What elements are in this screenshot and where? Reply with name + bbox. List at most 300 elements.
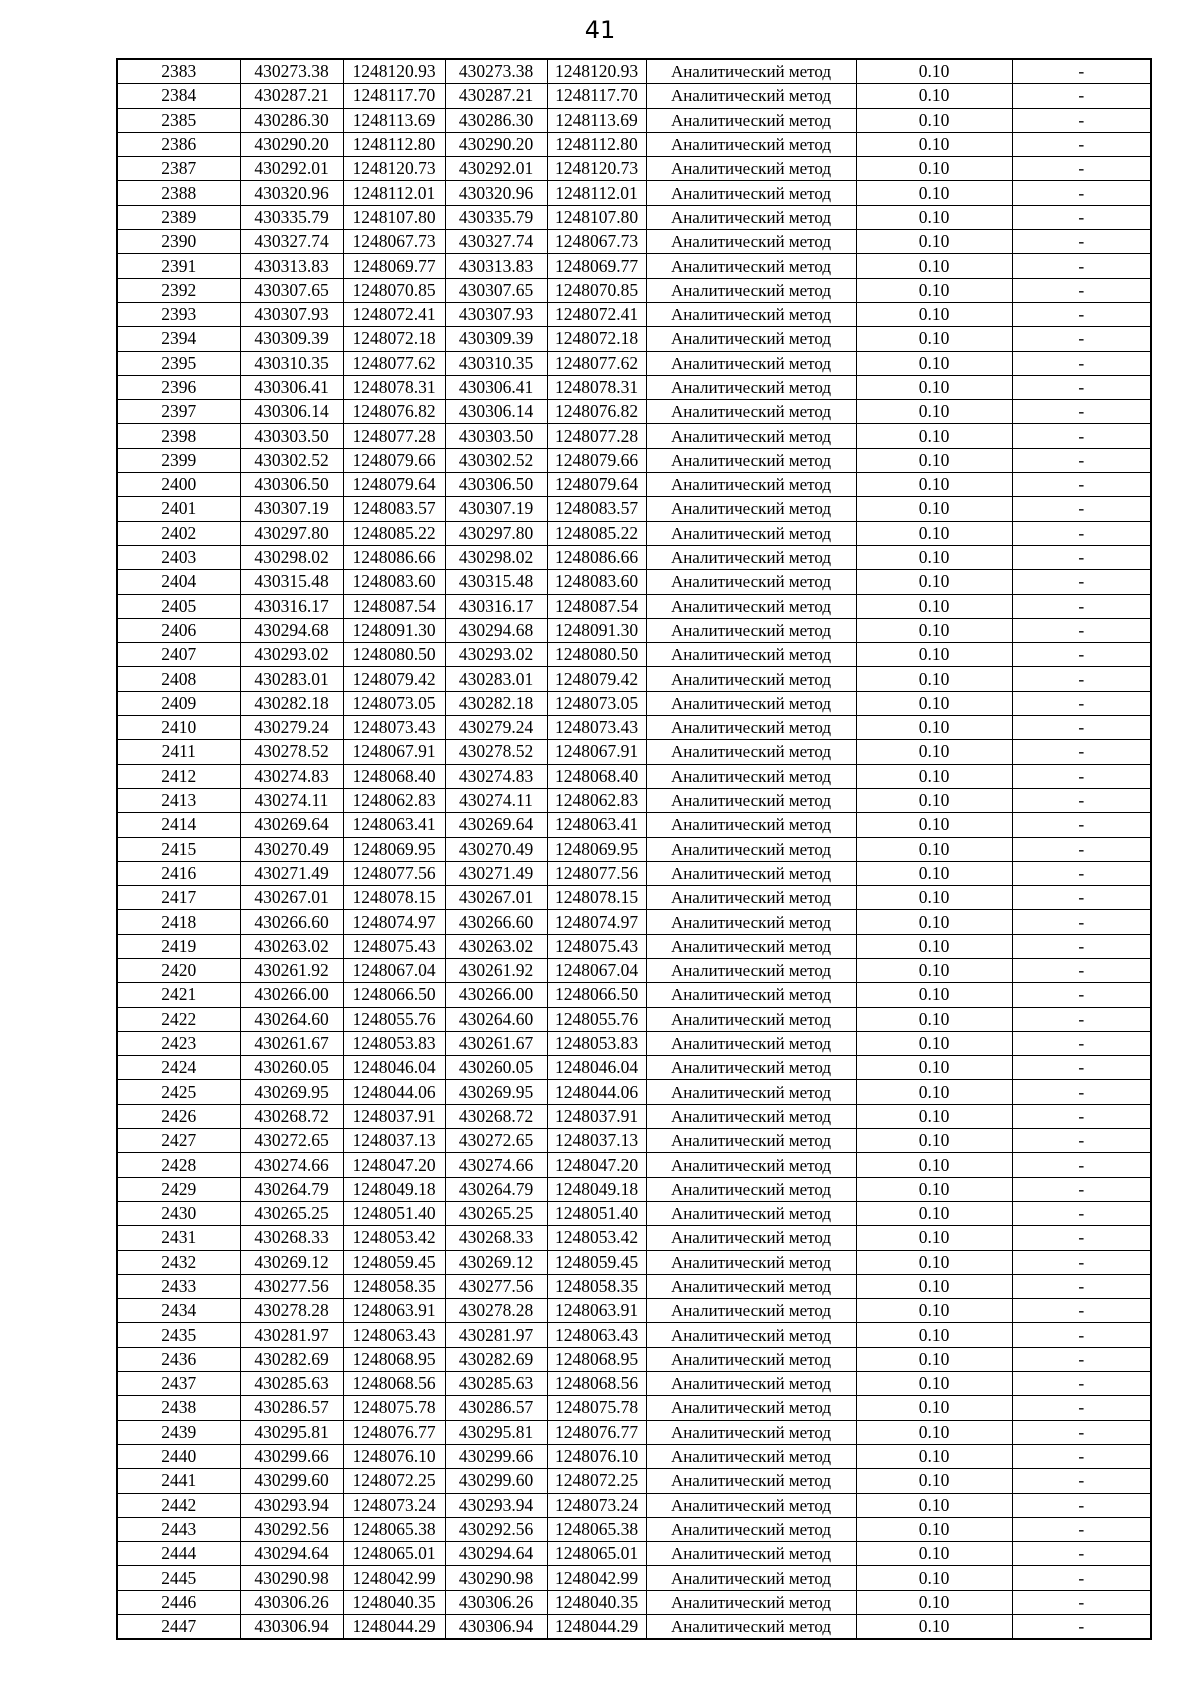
y-coordinate-cell: 1248040.35	[343, 1590, 445, 1614]
note-cell: -	[1012, 205, 1151, 229]
accuracy-cell: 0.10	[856, 302, 1012, 326]
point-number-cell: 2415	[117, 837, 240, 861]
table-row	[117, 521, 1151, 545]
x-coordinate-cell: 430297.80	[240, 521, 343, 545]
x-coordinate-cell: 430293.02	[240, 643, 343, 667]
accuracy-cell: 0.10	[856, 643, 1012, 667]
y-coordinate-cell: 1248078.31	[343, 375, 445, 399]
x-coordinate-new-cell: 430294.64	[445, 1542, 547, 1566]
point-number-cell: 2386	[117, 132, 240, 156]
x-coordinate-cell: 430299.60	[240, 1469, 343, 1493]
accuracy-cell: 0.10	[856, 157, 1012, 181]
y-coordinate-new-cell: 1248086.66	[547, 545, 646, 569]
table-row	[117, 740, 1151, 764]
point-number-cell: 2436	[117, 1347, 240, 1371]
x-coordinate-cell: 430282.18	[240, 691, 343, 715]
point-number-cell: 2387	[117, 157, 240, 181]
x-coordinate-cell: 430278.52	[240, 740, 343, 764]
note-cell: -	[1012, 1469, 1151, 1493]
method-cell: Аналитический метод	[646, 181, 856, 205]
x-coordinate-cell: 430307.65	[240, 278, 343, 302]
y-coordinate-new-cell: 1248067.73	[547, 230, 646, 254]
x-coordinate-new-cell: 430286.30	[445, 108, 547, 132]
y-coordinate-new-cell: 1248079.64	[547, 473, 646, 497]
y-coordinate-cell: 1248058.35	[343, 1274, 445, 1298]
y-coordinate-cell: 1248078.15	[343, 886, 445, 910]
y-coordinate-cell: 1248053.83	[343, 1031, 445, 1055]
x-coordinate-cell: 430270.49	[240, 837, 343, 861]
point-number-cell: 2435	[117, 1323, 240, 1347]
x-coordinate-new-cell: 430282.18	[445, 691, 547, 715]
x-coordinate-cell: 430320.96	[240, 181, 343, 205]
method-cell: Аналитический метод	[646, 643, 856, 667]
accuracy-cell: 0.10	[856, 983, 1012, 1007]
y-coordinate-new-cell: 1248068.56	[547, 1372, 646, 1396]
method-cell: Аналитический метод	[646, 813, 856, 837]
x-coordinate-new-cell: 430268.72	[445, 1104, 547, 1128]
y-coordinate-new-cell: 1248065.01	[547, 1542, 646, 1566]
x-coordinate-cell: 430290.98	[240, 1566, 343, 1590]
y-coordinate-new-cell: 1248091.30	[547, 618, 646, 642]
x-coordinate-cell: 430282.69	[240, 1347, 343, 1371]
accuracy-cell: 0.10	[856, 813, 1012, 837]
method-cell: Аналитический метод	[646, 1615, 856, 1640]
x-coordinate-cell: 430274.66	[240, 1153, 343, 1177]
x-coordinate-new-cell: 430274.11	[445, 788, 547, 812]
accuracy-cell: 0.10	[856, 521, 1012, 545]
table-row	[117, 910, 1151, 934]
point-number-cell: 2400	[117, 473, 240, 497]
accuracy-cell: 0.10	[856, 837, 1012, 861]
table-row	[117, 1007, 1151, 1031]
method-cell: Аналитический метод	[646, 205, 856, 229]
y-coordinate-cell: 1248073.05	[343, 691, 445, 715]
x-coordinate-cell: 430281.97	[240, 1323, 343, 1347]
method-cell: Аналитический метод	[646, 861, 856, 885]
table-row	[117, 716, 1151, 740]
y-coordinate-cell: 1248083.60	[343, 570, 445, 594]
y-coordinate-new-cell: 1248120.73	[547, 157, 646, 181]
y-coordinate-cell: 1248072.25	[343, 1469, 445, 1493]
method-cell: Аналитический метод	[646, 545, 856, 569]
note-cell: -	[1012, 910, 1151, 934]
note-cell: -	[1012, 861, 1151, 885]
x-coordinate-cell: 430269.95	[240, 1080, 343, 1104]
accuracy-cell: 0.10	[856, 1372, 1012, 1396]
note-cell: -	[1012, 59, 1151, 84]
x-coordinate-cell: 430285.63	[240, 1372, 343, 1396]
y-coordinate-new-cell: 1248076.82	[547, 400, 646, 424]
method-cell: Аналитический метод	[646, 448, 856, 472]
x-coordinate-new-cell: 430298.02	[445, 545, 547, 569]
method-cell: Аналитический метод	[646, 84, 856, 108]
y-coordinate-new-cell: 1248074.97	[547, 910, 646, 934]
table-row	[117, 1323, 1151, 1347]
y-coordinate-new-cell: 1248107.80	[547, 205, 646, 229]
y-coordinate-new-cell: 1248053.42	[547, 1226, 646, 1250]
table-row	[117, 545, 1151, 569]
note-cell: -	[1012, 545, 1151, 569]
method-cell: Аналитический метод	[646, 278, 856, 302]
table-row	[117, 424, 1151, 448]
x-coordinate-cell: 430298.02	[240, 545, 343, 569]
y-coordinate-cell: 1248070.85	[343, 278, 445, 302]
x-coordinate-new-cell: 430290.98	[445, 1566, 547, 1590]
point-number-cell: 2405	[117, 594, 240, 618]
point-number-cell: 2431	[117, 1226, 240, 1250]
y-coordinate-cell: 1248079.42	[343, 667, 445, 691]
table-row	[117, 230, 1151, 254]
x-coordinate-cell: 430295.81	[240, 1420, 343, 1444]
table-row	[117, 375, 1151, 399]
method-cell: Аналитический метод	[646, 59, 856, 84]
x-coordinate-cell: 430306.41	[240, 375, 343, 399]
accuracy-cell: 0.10	[856, 84, 1012, 108]
method-cell: Аналитический метод	[646, 132, 856, 156]
point-number-cell: 2433	[117, 1274, 240, 1298]
x-coordinate-new-cell: 430261.67	[445, 1031, 547, 1055]
method-cell: Аналитический метод	[646, 983, 856, 1007]
note-cell: -	[1012, 788, 1151, 812]
method-cell: Аналитический метод	[646, 1201, 856, 1225]
note-cell: -	[1012, 1201, 1151, 1225]
note-cell: -	[1012, 181, 1151, 205]
method-cell: Аналитический метод	[646, 1177, 856, 1201]
y-coordinate-new-cell: 1248051.40	[547, 1201, 646, 1225]
x-coordinate-cell: 430315.48	[240, 570, 343, 594]
table-row	[117, 764, 1151, 788]
table-body	[117, 59, 1151, 1639]
note-cell: -	[1012, 570, 1151, 594]
y-coordinate-new-cell: 1248069.77	[547, 254, 646, 278]
x-coordinate-new-cell: 430320.96	[445, 181, 547, 205]
x-coordinate-cell: 430310.35	[240, 351, 343, 375]
table-row	[117, 1420, 1151, 1444]
method-cell: Аналитический метод	[646, 1007, 856, 1031]
method-cell: Аналитический метод	[646, 497, 856, 521]
method-cell: Аналитический метод	[646, 1274, 856, 1298]
point-number-cell: 2411	[117, 740, 240, 764]
y-coordinate-cell: 1248085.22	[343, 521, 445, 545]
y-coordinate-cell: 1248076.10	[343, 1444, 445, 1468]
table-row	[117, 1056, 1151, 1080]
accuracy-cell: 0.10	[856, 108, 1012, 132]
method-cell: Аналитический метод	[646, 1420, 856, 1444]
accuracy-cell: 0.10	[856, 448, 1012, 472]
point-number-cell: 2384	[117, 84, 240, 108]
x-coordinate-cell: 430269.12	[240, 1250, 343, 1274]
y-coordinate-cell: 1248063.91	[343, 1299, 445, 1323]
y-coordinate-new-cell: 1248044.29	[547, 1615, 646, 1640]
x-coordinate-cell: 430335.79	[240, 205, 343, 229]
table-row	[117, 473, 1151, 497]
point-number-cell: 2441	[117, 1469, 240, 1493]
point-number-cell: 2399	[117, 448, 240, 472]
x-coordinate-cell: 430278.28	[240, 1299, 343, 1323]
accuracy-cell: 0.10	[856, 254, 1012, 278]
accuracy-cell: 0.10	[856, 375, 1012, 399]
table-row	[117, 1201, 1151, 1225]
x-coordinate-new-cell: 430265.25	[445, 1201, 547, 1225]
x-coordinate-new-cell: 430303.50	[445, 424, 547, 448]
x-coordinate-cell: 430272.65	[240, 1129, 343, 1153]
accuracy-cell: 0.10	[856, 1469, 1012, 1493]
note-cell: -	[1012, 302, 1151, 326]
point-number-cell: 2447	[117, 1615, 240, 1640]
point-number-cell: 2439	[117, 1420, 240, 1444]
point-number-cell: 2388	[117, 181, 240, 205]
y-coordinate-cell: 1248046.04	[343, 1056, 445, 1080]
x-coordinate-new-cell: 430294.68	[445, 618, 547, 642]
y-coordinate-cell: 1248079.64	[343, 473, 445, 497]
accuracy-cell: 0.10	[856, 570, 1012, 594]
x-coordinate-new-cell: 430307.65	[445, 278, 547, 302]
x-coordinate-cell: 430299.66	[240, 1444, 343, 1468]
note-cell: -	[1012, 375, 1151, 399]
x-coordinate-new-cell: 430292.56	[445, 1517, 547, 1541]
y-coordinate-cell: 1248069.77	[343, 254, 445, 278]
x-coordinate-cell: 430261.67	[240, 1031, 343, 1055]
accuracy-cell: 0.10	[856, 764, 1012, 788]
y-coordinate-new-cell: 1248117.70	[547, 84, 646, 108]
note-cell: -	[1012, 351, 1151, 375]
point-number-cell: 2403	[117, 545, 240, 569]
y-coordinate-new-cell: 1248075.43	[547, 934, 646, 958]
note-cell: -	[1012, 1056, 1151, 1080]
y-coordinate-cell: 1248075.43	[343, 934, 445, 958]
table-row	[117, 1080, 1151, 1104]
table-row	[117, 1372, 1151, 1396]
note-cell: -	[1012, 1104, 1151, 1128]
method-cell: Аналитический метод	[646, 375, 856, 399]
accuracy-cell: 0.10	[856, 473, 1012, 497]
y-coordinate-new-cell: 1248053.83	[547, 1031, 646, 1055]
point-number-cell: 2394	[117, 327, 240, 351]
y-coordinate-new-cell: 1248042.99	[547, 1566, 646, 1590]
y-coordinate-new-cell: 1248040.35	[547, 1590, 646, 1614]
method-cell: Аналитический метод	[646, 230, 856, 254]
note-cell: -	[1012, 1396, 1151, 1420]
accuracy-cell: 0.10	[856, 788, 1012, 812]
accuracy-cell: 0.10	[856, 1007, 1012, 1031]
method-cell: Аналитический метод	[646, 1299, 856, 1323]
note-cell: -	[1012, 497, 1151, 521]
accuracy-cell: 0.10	[856, 618, 1012, 642]
x-coordinate-new-cell: 430268.33	[445, 1226, 547, 1250]
accuracy-cell: 0.10	[856, 1566, 1012, 1590]
method-cell: Аналитический метод	[646, 1031, 856, 1055]
point-number-cell: 2413	[117, 788, 240, 812]
method-cell: Аналитический метод	[646, 1080, 856, 1104]
y-coordinate-new-cell: 1248063.91	[547, 1299, 646, 1323]
x-coordinate-new-cell: 430290.20	[445, 132, 547, 156]
note-cell: -	[1012, 1226, 1151, 1250]
note-cell: -	[1012, 1007, 1151, 1031]
note-cell: -	[1012, 1299, 1151, 1323]
note-cell: -	[1012, 837, 1151, 861]
x-coordinate-new-cell: 430287.21	[445, 84, 547, 108]
point-number-cell: 2412	[117, 764, 240, 788]
point-number-cell: 2393	[117, 302, 240, 326]
y-coordinate-new-cell: 1248075.78	[547, 1396, 646, 1420]
x-coordinate-cell: 430283.01	[240, 667, 343, 691]
note-cell: -	[1012, 1372, 1151, 1396]
x-coordinate-cell: 430273.38	[240, 59, 343, 84]
table-row	[117, 691, 1151, 715]
method-cell: Аналитический метод	[646, 667, 856, 691]
x-coordinate-new-cell: 430279.24	[445, 716, 547, 740]
table-row	[117, 497, 1151, 521]
accuracy-cell: 0.10	[856, 1104, 1012, 1128]
table-row	[117, 643, 1151, 667]
y-coordinate-new-cell: 1248069.95	[547, 837, 646, 861]
y-coordinate-cell: 1248037.13	[343, 1129, 445, 1153]
x-coordinate-new-cell: 430282.69	[445, 1347, 547, 1371]
y-coordinate-new-cell: 1248063.43	[547, 1323, 646, 1347]
method-cell: Аналитический метод	[646, 1493, 856, 1517]
y-coordinate-new-cell: 1248078.31	[547, 375, 646, 399]
x-coordinate-new-cell: 430263.02	[445, 934, 547, 958]
y-coordinate-cell: 1248073.24	[343, 1493, 445, 1517]
x-coordinate-cell: 430327.74	[240, 230, 343, 254]
point-number-cell: 2397	[117, 400, 240, 424]
x-coordinate-cell: 430279.24	[240, 716, 343, 740]
y-coordinate-new-cell: 1248047.20	[547, 1153, 646, 1177]
page-number: 41	[584, 16, 616, 44]
y-coordinate-cell: 1248080.50	[343, 643, 445, 667]
y-coordinate-new-cell: 1248080.50	[547, 643, 646, 667]
x-coordinate-cell: 430268.33	[240, 1226, 343, 1250]
table-row	[117, 1469, 1151, 1493]
y-coordinate-cell: 1248044.06	[343, 1080, 445, 1104]
table-row	[117, 1129, 1151, 1153]
coordinates-table	[116, 58, 1152, 1640]
y-coordinate-cell: 1248086.66	[343, 545, 445, 569]
y-coordinate-cell: 1248073.43	[343, 716, 445, 740]
table-row	[117, 886, 1151, 910]
method-cell: Аналитический метод	[646, 910, 856, 934]
y-coordinate-cell: 1248065.38	[343, 1517, 445, 1541]
x-coordinate-new-cell: 430261.92	[445, 958, 547, 982]
y-coordinate-new-cell: 1248112.80	[547, 132, 646, 156]
x-coordinate-cell: 430309.39	[240, 327, 343, 351]
note-cell: -	[1012, 327, 1151, 351]
method-cell: Аналитический метод	[646, 1226, 856, 1250]
note-cell: -	[1012, 157, 1151, 181]
point-number-cell: 2416	[117, 861, 240, 885]
x-coordinate-new-cell: 430260.05	[445, 1056, 547, 1080]
note-cell: -	[1012, 1250, 1151, 1274]
note-cell: -	[1012, 521, 1151, 545]
y-coordinate-new-cell: 1248077.28	[547, 424, 646, 448]
method-cell: Аналитический метод	[646, 254, 856, 278]
x-coordinate-new-cell: 430292.01	[445, 157, 547, 181]
method-cell: Аналитический метод	[646, 1347, 856, 1371]
y-coordinate-new-cell: 1248079.42	[547, 667, 646, 691]
x-coordinate-cell: 430313.83	[240, 254, 343, 278]
table-row	[117, 788, 1151, 812]
y-coordinate-cell: 1248079.66	[343, 448, 445, 472]
y-coordinate-new-cell: 1248120.93	[547, 59, 646, 84]
x-coordinate-new-cell: 430270.49	[445, 837, 547, 861]
x-coordinate-new-cell: 430307.19	[445, 497, 547, 521]
x-coordinate-new-cell: 430306.94	[445, 1615, 547, 1640]
method-cell: Аналитический метод	[646, 351, 856, 375]
point-number-cell: 2414	[117, 813, 240, 837]
method-cell: Аналитический метод	[646, 594, 856, 618]
method-cell: Аналитический метод	[646, 740, 856, 764]
table-row	[117, 400, 1151, 424]
x-coordinate-cell: 430261.92	[240, 958, 343, 982]
point-number-cell: 2446	[117, 1590, 240, 1614]
point-number-cell: 2423	[117, 1031, 240, 1055]
y-coordinate-cell: 1248063.41	[343, 813, 445, 837]
point-number-cell: 2427	[117, 1129, 240, 1153]
x-coordinate-cell: 430286.30	[240, 108, 343, 132]
y-coordinate-cell: 1248072.18	[343, 327, 445, 351]
table-row	[117, 1396, 1151, 1420]
y-coordinate-cell: 1248037.91	[343, 1104, 445, 1128]
x-coordinate-cell: 430306.26	[240, 1590, 343, 1614]
note-cell: -	[1012, 1493, 1151, 1517]
accuracy-cell: 0.10	[856, 497, 1012, 521]
method-cell: Аналитический метод	[646, 716, 856, 740]
note-cell: -	[1012, 716, 1151, 740]
x-coordinate-new-cell: 430266.60	[445, 910, 547, 934]
x-coordinate-new-cell: 430271.49	[445, 861, 547, 885]
x-coordinate-new-cell: 430306.26	[445, 1590, 547, 1614]
y-coordinate-cell: 1248051.40	[343, 1201, 445, 1225]
method-cell: Аналитический метод	[646, 1323, 856, 1347]
table-row	[117, 618, 1151, 642]
x-coordinate-new-cell: 430327.74	[445, 230, 547, 254]
note-cell: -	[1012, 1420, 1151, 1444]
method-cell: Аналитический метод	[646, 764, 856, 788]
note-cell: -	[1012, 448, 1151, 472]
accuracy-cell: 0.10	[856, 59, 1012, 84]
y-coordinate-new-cell: 1248065.38	[547, 1517, 646, 1541]
note-cell: -	[1012, 108, 1151, 132]
x-coordinate-cell: 430292.56	[240, 1517, 343, 1541]
y-coordinate-new-cell: 1248072.18	[547, 327, 646, 351]
x-coordinate-new-cell: 430299.60	[445, 1469, 547, 1493]
y-coordinate-new-cell: 1248067.04	[547, 958, 646, 982]
y-coordinate-cell: 1248117.70	[343, 84, 445, 108]
accuracy-cell: 0.10	[856, 230, 1012, 254]
y-coordinate-cell: 1248059.45	[343, 1250, 445, 1274]
note-cell: -	[1012, 254, 1151, 278]
note-cell: -	[1012, 1444, 1151, 1468]
accuracy-cell: 0.10	[856, 132, 1012, 156]
point-number-cell: 2444	[117, 1542, 240, 1566]
point-number-cell: 2443	[117, 1517, 240, 1541]
method-cell: Аналитический метод	[646, 1396, 856, 1420]
accuracy-cell: 0.10	[856, 1517, 1012, 1541]
point-number-cell: 2440	[117, 1444, 240, 1468]
table-row	[117, 1153, 1151, 1177]
note-cell: -	[1012, 958, 1151, 982]
y-coordinate-new-cell: 1248083.57	[547, 497, 646, 521]
x-coordinate-cell: 430260.05	[240, 1056, 343, 1080]
note-cell: -	[1012, 1153, 1151, 1177]
note-cell: -	[1012, 934, 1151, 958]
x-coordinate-cell: 430263.02	[240, 934, 343, 958]
method-cell: Аналитический метод	[646, 958, 856, 982]
y-coordinate-cell: 1248076.82	[343, 400, 445, 424]
accuracy-cell: 0.10	[856, 886, 1012, 910]
x-coordinate-cell: 430294.64	[240, 1542, 343, 1566]
table-row	[117, 302, 1151, 326]
